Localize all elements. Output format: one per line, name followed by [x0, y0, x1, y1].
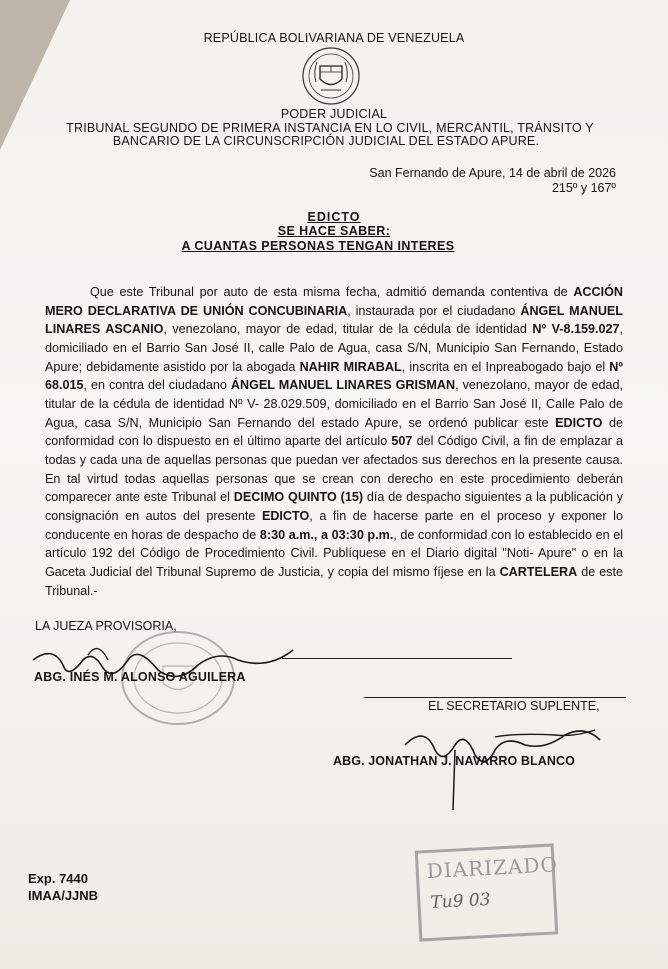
diarizado-handwritten: Tu9 03	[429, 889, 492, 913]
edicto-body: Que este Tribunal por auto de esta misma fecha, admitió demanda contentiva de ACCIÓN MERO DECLARATIVA DE UNIÓN CONCUBINARIA, instaurada por el ciudadano ÁNGEL MANUEL LINARES ASCANIO, venezolano, mayor de edad, titular de la cédula de identidad Nº V-8.159.027, domiciliado en el Barrio San José II, calle Palo de Agua, casa S/N, Municipio San Fernando, Estado Apure; debidamente asistido por la abogada NAHIR MIRABAL, inscrita en el Inpreabogado bajo el Nº 68.015, en contra del ciudadano ÁNGEL MANUEL LINARES GRISMAN, venezolano, mayor de edad, titular de la cédula de identidad Nº V- 28.029.509, domiciliado en el Barrio San José II, Calle Palo de Agua, casa S/N, Municipio San Fernando del estado Apure, se ordenó publicar este EDICTO de conformidad con lo dispuesto en el último aparte del artículo 507 del Código Civil, a fin de emplazar a todas y cada una de aquellas personas que puedan ver afectados sus derechos en la presente causa. En tal virtud todas aquellas personas que se crean con derecho en este procedimiento deberán comparecer ante este Tribunal el DECIMO QUINTO (15) día de despacho siguientes a la publicación y consignación en autos del presente EDICTO, a fin de hacerse parte en el proceso y exponer lo conducente en horas de despacho de 8:30 a.m., a 03:30 p.m., de conformidad con lo establecido en el artículo 192 del Código de Procedimiento Civil. Publíquese en el Diario digital "Noti- Apure" o en la Gaceta Judicial del Tribunal Supremo de Justicia, y copia del mismo fíjese en la CARTELERA de este Tribunal.-	[45, 285, 624, 598]
edicto-title: EDICTO	[307, 210, 361, 224]
a-cuantas-title: A CUANTAS PERSONAS TENGAN INTERES	[181, 239, 455, 253]
se-hace-saber-title: SE HACE SABER:	[277, 224, 391, 238]
tribunal-line-1: TRIBUNAL SEGUNDO DE PRIMERA INSTANCIA EN LO CIVIL, MERCANTIL, TRÁNSITO Y	[66, 121, 594, 135]
diarizado-stamp	[415, 843, 559, 941]
diarizado-stamp-label: DIARIZADO	[426, 852, 559, 884]
initials: IMAA/JJNB	[28, 888, 99, 903]
jueza-name: ABG. INÉS M. ALONSO AGUILERA	[34, 670, 246, 684]
republic-heading: REPÚBLICA BOLIVARIANA DE VENEZUELA	[203, 31, 465, 45]
jueza-signature	[28, 630, 308, 700]
date-place: San Fernando de Apure, 14 de abril de 2026	[369, 166, 616, 180]
date-years: 215º y 167º	[551, 181, 616, 195]
secretario-name: ABG. JONATHAN J. NAVARRO BLANCO	[333, 754, 575, 768]
secretario-label: EL SECRETARIO SUPLENTE,	[428, 699, 600, 713]
jueza-signature-line	[282, 658, 512, 659]
tribunal-line-2: BANCARIO DE LA CIRCUNSCRIPCIÓN JUDICIAL DEL ESTADO APURE.	[112, 134, 540, 148]
coat-of-arms-seal	[293, 46, 369, 106]
secretario-signature-line	[364, 697, 626, 698]
expediente-number: Exp. 7440	[28, 871, 88, 886]
poder-judicial-heading: PODER JUDICIAL	[280, 107, 388, 121]
jueza-label: LA JUEZA PROVISORIA,	[35, 619, 177, 633]
